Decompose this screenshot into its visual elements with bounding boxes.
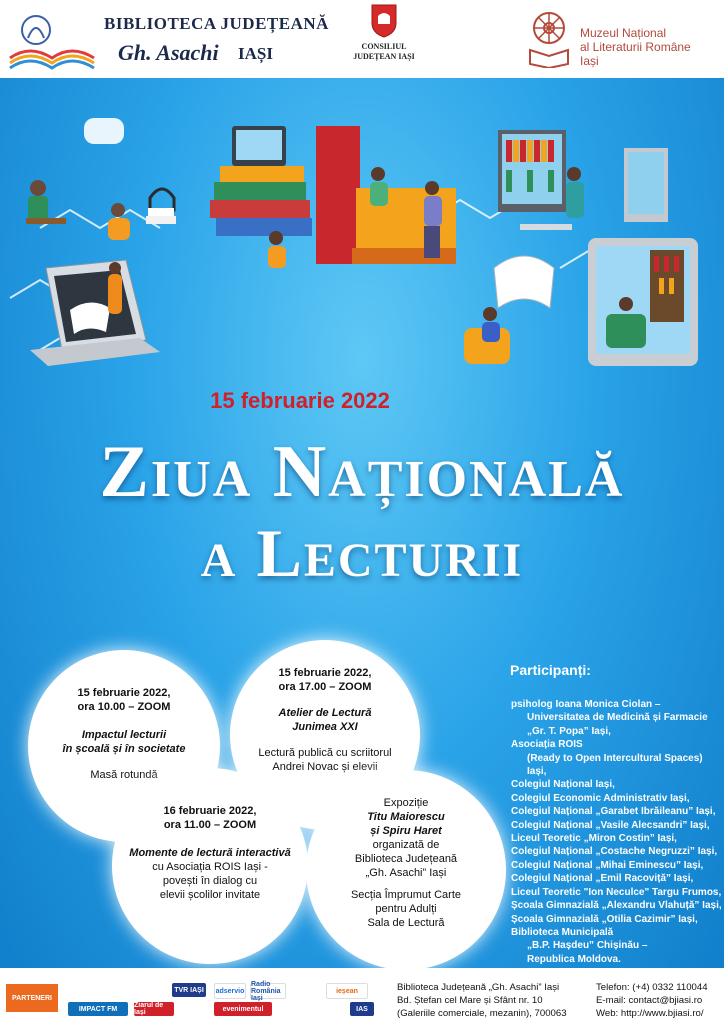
partner-logo: evenimentul (214, 1002, 272, 1016)
partner-logo: adservio (214, 983, 246, 999)
event-title: Ziua Națională (99, 431, 625, 513)
library-logo-icon (6, 8, 96, 70)
participant-item: „B.P. Hașdeu” Chișinău – (527, 940, 648, 952)
library-contact (596, 981, 708, 1020)
library-name-italic: Gh. Asachi (118, 40, 219, 65)
partners-label: PARTENERI (6, 984, 58, 1012)
event-subtitle: a Lecturii (200, 515, 524, 591)
email-address[interactable]: E-mail: contact@bjiasi.ro (596, 995, 703, 1006)
event-circle-interactive: 16 februarie 2022, ora 11.00 – ZOOM Momente de lectură interactivă cu Asociația ROIS Iași - povești în dialog cu elevii școlilor invitate (112, 768, 308, 964)
participant-item: psiholog Ioana Monica Ciolan – (511, 699, 661, 710)
participant-item: Școala Gimnazială „Alexandru Vlahuță” Iași, (511, 900, 722, 912)
partner-logo: ieșean (326, 983, 368, 999)
participant-item: Colegiul Național „Emil Racoviță” Iași, (511, 873, 694, 885)
library-name: BIBLIOTECA JUDEȚEANĂ (104, 14, 329, 33)
participants-list (511, 698, 723, 966)
library-address: Biblioteca Județeană „Gh. Asachi” Iași Bd. Ștefan cel Mare și Sfânt nr. 10 (Galeriile comerciale, mezanin), 700063 (397, 982, 567, 1019)
participant-item: Liceul Teoretic „Miron Costin” Iași, (511, 833, 677, 845)
event-date: 15 februarie 2022 (210, 388, 390, 413)
council-name: CONSILIUL JUDEȚEAN IAȘI (353, 42, 415, 61)
museum-logo-icon (527, 10, 571, 68)
museum-name: Muzeul Național al Literaturii Române Iași (580, 26, 691, 68)
event-circle-workshop: 15 februarie 2022, ora 17.00 – ZOOM Atelier de Lectură Junimea XXI Lectură publică cu scriitorul Andrei Novac și elevii (230, 640, 420, 830)
participant-item: Liceul Teoretic "Ion Neculce" Targu Frumos, (511, 886, 722, 898)
participant-item: Biblioteca Municipală (511, 926, 614, 938)
bookshelf-desktop-icon (498, 130, 668, 230)
participant-item: Colegiul Național „Vasile Alecsandri” Iași, (511, 819, 710, 831)
participant-item: Colegiul Național „Mihai Eminescu” Iași, (511, 859, 704, 871)
participant-item: „Gr. T. Popa” Iași, (527, 725, 611, 737)
participant-item: Universitatea de Medicină și Farmacie (527, 712, 708, 724)
tablet-armchair-icon (464, 238, 698, 366)
participants-title: Participanți: (510, 662, 591, 678)
header-bar (0, 0, 724, 78)
county-crest-icon (371, 4, 397, 38)
participant-item: Colegiul Național „Costache Negruzzi” Iași, (511, 846, 718, 858)
partner-logo: IAS (350, 1002, 374, 1016)
headphones-books-icon (26, 118, 176, 240)
books-stack-icon (210, 126, 312, 268)
participant-item: Colegiul Național „Garabet Ibrăileanu” Iași, (511, 806, 716, 818)
website-link[interactable]: Web: http://www.bjiasi.ro/ (596, 1008, 704, 1019)
participant-item: Asociația ROIS (511, 739, 583, 751)
reading-illustration (0, 78, 724, 398)
event-circle-roundtable: 15 februarie 2022, ora 10.00 – ZOOM Impactul lecturii în școală și în societate Masă rotundă (28, 650, 220, 842)
partner-logo: Radio România Iași (250, 983, 286, 999)
partner-logo: Ziarul de Iași (134, 1002, 174, 1016)
participant-item: Școala Gimnazială „Otilia Cazimir” Iași, (511, 913, 698, 925)
participant-item: (Ready to Open Intercultural Spaces) Iași, (527, 752, 703, 778)
partner-logo: TVR IAȘI (172, 983, 206, 997)
event-circle-exhibition: Expoziție Titu Maiorescu și Spiru Haret organizată de Biblioteca Județeană „Gh. Asachi” Iași Secția Împrumut Carte pentru Adulți Sala de Lectură (306, 770, 506, 970)
large-books-reader-icon (316, 126, 456, 264)
participant-item: Colegiul Economic Administrativ Iași, (511, 792, 690, 804)
laptop-open-book-icon (30, 260, 160, 366)
participant-item: Colegiul Național Iași, (511, 779, 615, 791)
participant-item: Republica Moldova. (527, 953, 621, 965)
partner-logo: IMPACT FM (68, 1002, 128, 1016)
library-city: IAȘI (238, 44, 273, 63)
phone-number: Telefon: (+4) 0332 110044 (596, 982, 708, 993)
